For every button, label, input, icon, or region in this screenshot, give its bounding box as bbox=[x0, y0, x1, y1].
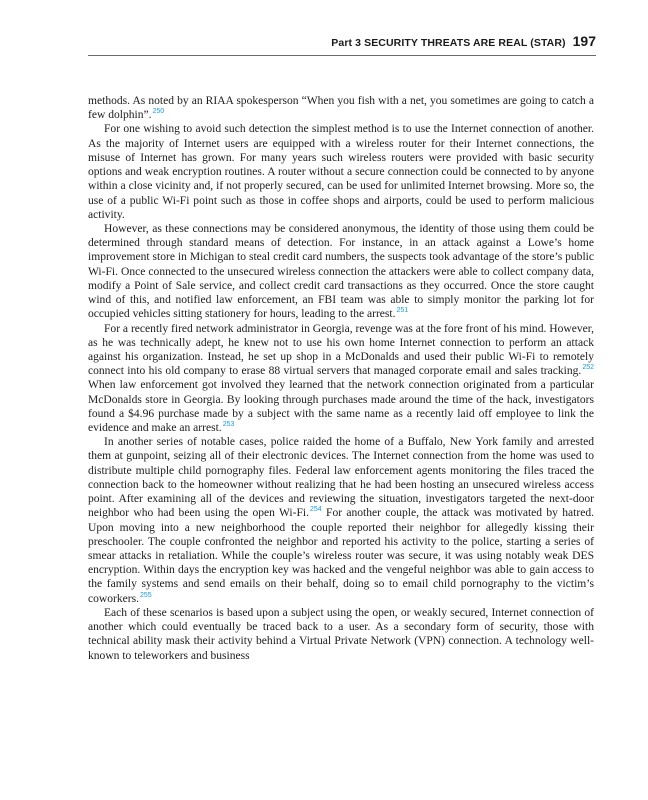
footnote-reference[interactable]: 251 bbox=[396, 307, 409, 315]
paragraph-text: When law enforcement got involved they learned that the network connection originated from a particular McDonalds store in Georgia. By looking through purchases made around the time of the hack, investigators found a $4.96 purchase made by a subject with the same name as a recently laid off employee to link the evidence and make an arrest. bbox=[88, 379, 594, 435]
footnote-reference[interactable]: 254 bbox=[310, 506, 322, 514]
paragraph-text: However, as these connections may be considered anonymous, the identity of those using them could be determined through standard means of detection. For instance, in an attack against a Lowe’s home improvement store in Michigan to steal credit card numbers, the suspects took advantage of the store’s public Wi-Fi. Once connected to the unsecured wireless connection the attackers were able to collect company data, modify a Point of Sale service, and collect credit card transactions as they occurred. Once the store caught wind of this, and notified law enforcement, an FBI team was able to simply monitor the parking lot for occupied vehicles sitting stationery for hours, leading to the arrest. bbox=[88, 222, 594, 321]
body-text bbox=[88, 94, 594, 663]
paragraph bbox=[88, 94, 594, 122]
paragraph bbox=[88, 606, 594, 663]
footnote-reference[interactable]: 252 bbox=[582, 364, 594, 372]
header-rule bbox=[88, 55, 596, 56]
paragraph bbox=[88, 222, 594, 322]
paragraph-text: methods. As noted by an RIAA spokesperson “When you fish with a net, you sometimes are going to catch a few dolphin”. bbox=[88, 95, 594, 122]
paragraph bbox=[88, 322, 594, 436]
footnote-reference[interactable]: 253 bbox=[222, 421, 235, 429]
paragraph bbox=[88, 122, 594, 222]
footnote-reference[interactable]: 250 bbox=[152, 108, 165, 116]
page-number: 197 bbox=[572, 33, 596, 49]
paragraph-text: Each of these scenarios is based upon a subject using the open, or weakly secured, Internet connection of another which could eventually be traced back to a user. As a secondary form of security, those with technical ability mask their activity behind a Virtual Private Network (VPN) connection. A technology well-known to teleworkers and business bbox=[88, 606, 594, 662]
paragraph-text: For a recently fired network administrator in Georgia, revenge was at the fore front of his mind. However, as he was technically adept, he knew not to use his own home Internet connection to perform an attack against his organization. Instead, he set up shop in a McDonalds and used their public Wi-Fi to remotely connect into his old company to erase 88 virtual servers that managed corporate email and sales tracking. bbox=[88, 322, 594, 378]
footnote-reference[interactable]: 255 bbox=[139, 591, 152, 599]
running-header bbox=[88, 33, 596, 51]
paragraph-text: For one wishing to avoid such detection the simplest method is to use the Internet connection of another. As the majority of Internet users are equipped with a wireless router for their Internet connections, the misuse of Internet has grown. For many years such wireless routers were provided with basic security options and weak encryption routines. A router without a secure connection could be connected to by anyone within a close vicinity and, if not properly secured, can be used for unlimited Internet browsing. More so, the use of a public Wi-Fi point such as those in coffee shops and airports, could be used to perform malicious activity. bbox=[88, 123, 594, 221]
part-title: Part 3 SECURITY THREATS ARE REAL (STAR) bbox=[331, 37, 566, 49]
paragraph-text: For another couple, the attack was motivated by hatred. Upon moving into a new neighborhood the couple reported their neighbor for allegedly kissing their preschooler. The couple confronted the neighbor and reported his activity to the police, starting a series of smear attacks in retaliation. While the couple’s wireless router was secure, it was using notably weak DES encryption. Within days the encryption key was hacked and the vengeful neighbor was able to gain access to the family systems and send emails on their behalf, doing so to email child pornography to the victim’s coworkers. bbox=[88, 507, 594, 605]
paragraph bbox=[88, 435, 594, 606]
paragraph-text: In another series of notable cases, police raided the home of a Buffalo, New York family and arrested them at gunpoint, seizing all of their electronic devices. The Internet connection from the home was used to distribute multiple child pornography files. Federal law enforcement agents monitoring the files traced the connection back to the homeowner without realizing that he had been hosting an unsecured wireless access point. After examining all of the devices and reviewing the situation, investigators targeted the next-door neighbor who had been using the open Wi-Fi. bbox=[88, 436, 594, 520]
